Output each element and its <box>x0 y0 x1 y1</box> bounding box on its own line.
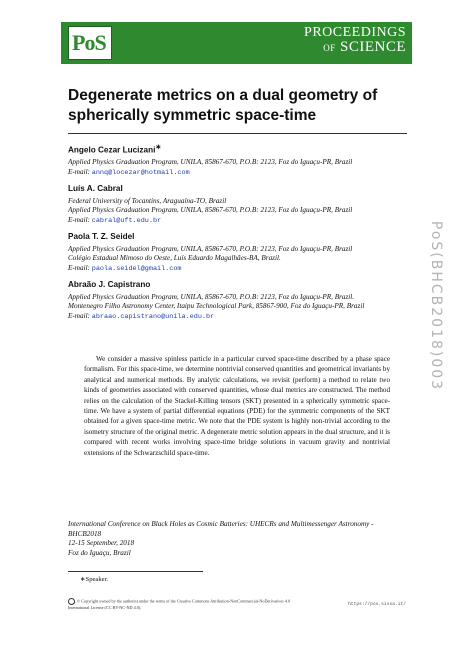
author-name: Abraão J. Capistrano <box>68 280 151 290</box>
author-affiliation: Montenegro Filho Astronomy Center, Itaipu Technological Park, 85867-900, Foz do Iguaçu-PR, Brazil <box>68 302 365 311</box>
abstract: We consider a massive spinless particle in a particular curved space-time described by a phase space formalism. For this space-time, we determine nontrivial conserved quantities and geometrical invariants by analytical and numerical methods. By analytic calculations, we revisit (perform) a method to relate two kinds of geometries associated with conserved quantities, whose dual metrics are constructed. The method relies on the calculation of the Stackel-Killing tensors (SKT) presented in a spherically symmetric space-time. We have a system of partial differential equations (PDE) for the symmetric components of the SKT obtained for a given space-time metric. We note that the PDE system is highly non-trivial according to the isometry structure of the original metric. A degenerate metric solution appears in the dual structure, and it is compared with recent works involving space-time bridge solutions in vacuum gravity and nontrivial extensions of the Schwarzschild space-time. <box>84 355 390 457</box>
author-block <box>68 184 408 226</box>
conference-dates: 12-15 September, 2018 <box>68 539 135 548</box>
author-affiliation: Applied Physics Graduation Program, UNILA, 85867-670, P.O.B: 2123, Foz do Iguaçu-PR, Brazil <box>68 158 353 167</box>
paper-title: Degenerate metrics on a dual geometry of spherically symmetric space-time <box>68 87 378 124</box>
footnote-divider <box>68 571 203 572</box>
license-text: © Copyright owned by the author(s) under the terms of the Creative Commons Attribution-NonCommercial-NoDerivatives 4.0 International License (CC BY-NC-ND 4.0). <box>68 598 291 610</box>
speaker-footnote: ∗Speaker. <box>80 576 109 583</box>
author-affiliation: Federal University of Tocantins, Araguaína-TO, Brazil <box>68 196 227 205</box>
title-divider <box>68 133 407 134</box>
author-name: Luís A. Cabral <box>68 184 123 194</box>
author-block <box>68 232 408 274</box>
author-affiliation: Colégio Estadual Mimoso do Oeste, Luís Eduardo Magalhães-BA, Brazil. <box>68 254 281 263</box>
author-email-line <box>68 312 408 323</box>
author-email-line <box>68 216 408 227</box>
side-label-container <box>426 178 448 438</box>
speaker-marker: ∗ <box>155 144 162 151</box>
author-email-link[interactable]: abraao.capistrano@unila.edu.br <box>91 312 215 321</box>
conference-place: Foz do Iguaçu, Brazil <box>68 548 131 557</box>
author-email-link[interactable]: annq@locezar@hotmail.com <box>91 168 190 177</box>
author-block <box>68 143 408 178</box>
author-email-link[interactable]: cabral@uft.edu.br <box>91 216 162 225</box>
pos-logo-text: PoS <box>72 30 106 55</box>
email-label: E-mail: <box>68 167 90 176</box>
pos-identifier-side-label: PoS(BHCB2018)003 <box>428 220 444 392</box>
author-block <box>68 280 408 322</box>
author-list <box>68 143 408 328</box>
proceedings-label: PROCEEDINGS <box>304 25 406 40</box>
email-label: E-mail: <box>68 311 90 320</box>
conference-info <box>68 520 408 558</box>
author-affiliation: Applied Physics Graduation Program, UNILA, 85867-670, P.O.B: 2123, Foz do Iguaçu-PR, Brazil <box>68 244 353 253</box>
proceedings-of-science-wordmark <box>304 26 406 55</box>
email-label: E-mail: <box>68 215 90 224</box>
author-email-line <box>68 264 408 275</box>
author-name: Paola T. Z. Seidel <box>68 232 135 242</box>
author-affiliation: Applied Physics Graduation Program, UNILA, 85867-670, P.O.B: 2123, Foz do Iguaçu-PR, Brazil. <box>68 292 355 301</box>
pos-url-link[interactable]: https://pos.sissa.it/ <box>348 602 406 607</box>
author-affiliation: Applied Physics Graduation Program, UNILA, 85867-670, P.O.B: 2123, Foz do Iguaçu-PR, Brazil <box>68 206 353 215</box>
author-email-link[interactable]: paola.seidel@gmail.com <box>91 264 182 273</box>
of-label: OF <box>323 43 336 53</box>
author-email-line <box>68 168 408 179</box>
author-name: Angelo Cezar Lucizani∗ <box>68 144 162 155</box>
pos-logo <box>68 26 112 60</box>
email-label: E-mail: <box>68 263 90 272</box>
science-label: SCIENCE <box>339 39 406 55</box>
of-science-label <box>304 40 406 55</box>
conference-name: International Conference on Black Holes as Cosmic Batteries: UHECRs and Multimessenger Astronomy - BHCB2018 <box>68 520 374 538</box>
license-notice <box>68 598 298 611</box>
creative-commons-icon <box>68 598 75 605</box>
